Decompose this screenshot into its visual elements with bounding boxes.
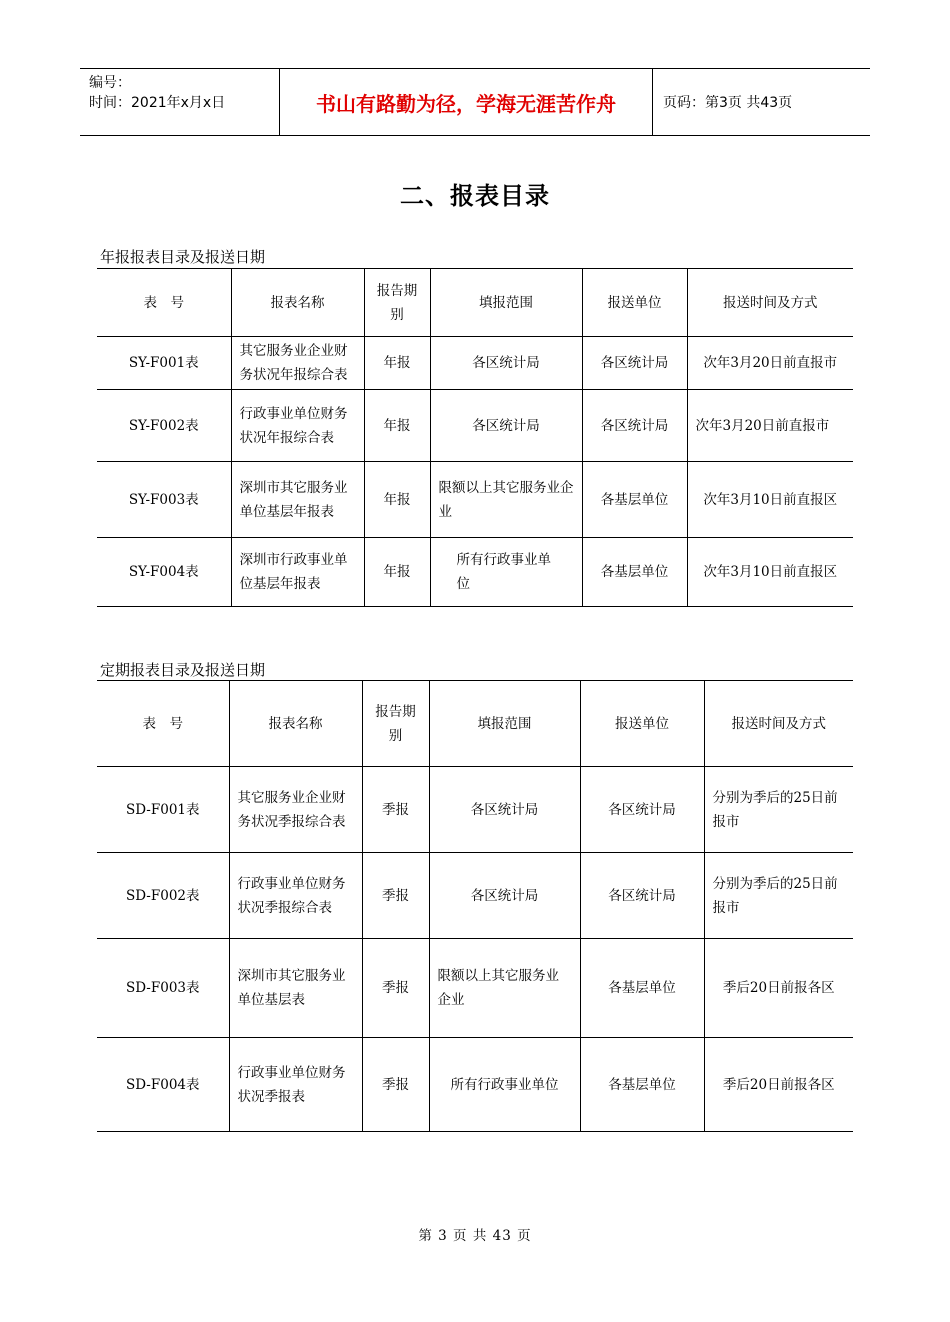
header-meta	[80, 69, 280, 135]
annual-caption: 年报报表目录及报送日期	[100, 248, 266, 266]
cell-deadline: 分别为季后的25日前报市	[704, 767, 853, 853]
cell-name: 其它服务业企业财务状况年报综合表	[231, 337, 364, 390]
col-header-unit: 报送单位	[580, 681, 704, 767]
cell-code: SD-F001表	[97, 767, 229, 853]
page-footer: 第 3 页 共 43 页	[418, 1228, 532, 1244]
cell-name: 行政事业单位财务状况季报表	[229, 1038, 362, 1132]
cell-name: 行政事业单位财务状况年报综合表	[231, 390, 364, 462]
cell-scope: 各区统计局	[430, 337, 582, 390]
cell-unit: 各区统计局	[580, 767, 704, 853]
col-header-period: 报告期别	[362, 681, 429, 767]
cell-period: 季报	[362, 939, 429, 1038]
header-page-info: 页码：第3页 共43页	[663, 95, 793, 111]
cell-scope: 限额以上其它服务业企业	[430, 462, 582, 538]
document-title: 二、报表目录	[400, 182, 550, 210]
table-row	[97, 462, 853, 538]
cell-deadline: 次年3月20日前直报市	[687, 337, 853, 390]
col-header-deadline: 报送时间及方式	[704, 681, 853, 767]
table-header-row	[97, 681, 853, 767]
col-header-scope: 填报范围	[429, 681, 580, 767]
cell-code: SY-F003表	[97, 462, 231, 538]
page-header	[80, 68, 870, 136]
cell-unit: 各基层单位	[580, 939, 704, 1038]
cell-period: 年报	[364, 462, 430, 538]
cell-deadline: 次年3月10日前直报区	[687, 538, 853, 607]
table-row	[97, 767, 853, 853]
cell-unit: 各基层单位	[580, 1038, 704, 1132]
periodic-report-table	[97, 680, 853, 1132]
cell-name: 深圳市行政事业单位基层年报表	[231, 538, 364, 607]
table-row	[97, 337, 853, 390]
cell-code: SD-F002表	[97, 853, 229, 939]
cell-deadline: 次年3月10日前直报区	[687, 462, 853, 538]
cell-scope: 各区统计局	[429, 853, 580, 939]
cell-scope: 限额以上其它服务业企业	[429, 939, 580, 1038]
col-header-code: 表 号	[97, 681, 229, 767]
cell-name: 其它服务业企业财务状况季报综合表	[229, 767, 362, 853]
cell-unit: 各基层单位	[582, 538, 687, 607]
cell-code: SY-F004表	[97, 538, 231, 607]
cell-period: 季报	[362, 767, 429, 853]
cell-deadline: 次年3月20日前直报市	[687, 390, 853, 462]
table-row	[97, 538, 853, 607]
header-motto: 书山有路勤为径，学海无涯苦作舟	[280, 69, 653, 135]
cell-period: 季报	[362, 1038, 429, 1132]
table-row	[97, 853, 853, 939]
cell-name: 行政事业单位财务状况季报综合表	[229, 853, 362, 939]
cell-scope: 各区统计局	[429, 767, 580, 853]
table-row	[97, 390, 853, 462]
col-header-unit: 报送单位	[582, 269, 687, 337]
cell-period: 年报	[364, 538, 430, 607]
cell-deadline: 季后20日前报各区	[704, 1038, 853, 1132]
cell-name: 深圳市其它服务业单位基层表	[229, 939, 362, 1038]
cell-code: SY-F002表	[97, 390, 231, 462]
table-row	[97, 1038, 853, 1132]
cell-name: 深圳市其它服务业单位基层年报表	[231, 462, 364, 538]
cell-period: 年报	[364, 337, 430, 390]
cell-scope: 所有行政事业单位	[430, 538, 582, 607]
cell-deadline: 分别为季后的25日前报市	[704, 853, 853, 939]
cell-scope: 各区统计局	[430, 390, 582, 462]
cell-period: 年报	[364, 390, 430, 462]
cell-unit: 各区统计局	[582, 390, 687, 462]
annual-report-table	[97, 268, 853, 607]
serial-label: 编号：	[89, 75, 131, 91]
cell-unit: 各区统计局	[582, 337, 687, 390]
table-header-row	[97, 269, 853, 337]
col-header-deadline: 报送时间及方式	[687, 269, 853, 337]
col-header-code: 表 号	[97, 269, 231, 337]
time-label: 时间：2021年x月x日	[89, 95, 226, 111]
cell-scope: 所有行政事业单位	[429, 1038, 580, 1132]
cell-period: 季报	[362, 853, 429, 939]
col-header-scope: 填报范围	[430, 269, 582, 337]
col-header-name: 报表名称	[229, 681, 362, 767]
col-header-name: 报表名称	[231, 269, 364, 337]
periodic-caption: 定期报表目录及报送日期	[100, 661, 266, 679]
col-header-period: 报告期别	[364, 269, 430, 337]
cell-deadline: 季后20日前报各区	[704, 939, 853, 1038]
cell-unit: 各区统计局	[580, 853, 704, 939]
cell-code: SD-F003表	[97, 939, 229, 1038]
table-row	[97, 939, 853, 1038]
cell-code: SY-F001表	[97, 337, 231, 390]
cell-code: SD-F004表	[97, 1038, 229, 1132]
cell-unit: 各基层单位	[582, 462, 687, 538]
